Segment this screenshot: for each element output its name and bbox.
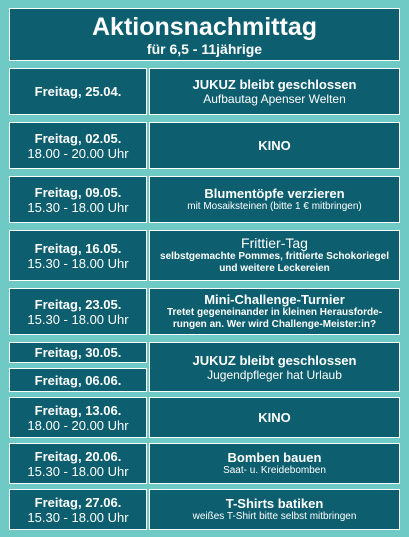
- event-title: JUKUZ bleibt geschlossen: [192, 352, 357, 368]
- date-label: Freitag, 06.06.: [34, 372, 122, 388]
- date-cell: [9, 176, 147, 223]
- event-description: weißes T-Shirt bitte selbst mitbringen: [192, 511, 357, 522]
- time-label: 15.30 - 18.00 Uhr: [27, 509, 129, 525]
- date-cell: [9, 230, 147, 281]
- event-title: Frittier-Tag: [241, 235, 308, 251]
- date-cell: [9, 443, 147, 484]
- event-description: Tretet gegeneinander in kleinen Herausforde-rungen an. Wer wird Challenge-Meister:in?: [166, 307, 383, 330]
- schedule-header: [9, 8, 400, 61]
- event-cell: [149, 230, 400, 281]
- event-cell: [149, 68, 400, 115]
- date-label: Freitag, 20.06.: [34, 448, 122, 464]
- page-title: Aktionsnachmittag: [91, 12, 318, 41]
- date-cell: [9, 368, 147, 392]
- date-label: Freitag, 27.06.: [34, 494, 122, 510]
- time-label: 15.30 - 18.00 Uhr: [27, 311, 129, 327]
- time-label: 18.00 - 20.00 Uhr: [27, 145, 129, 161]
- date-cell: [9, 342, 147, 363]
- time-label: 15.30 - 18.00 Uhr: [27, 463, 129, 479]
- time-label: 15.30 - 18.00 Uhr: [27, 199, 129, 215]
- event-title: Bomben bauen: [227, 450, 322, 465]
- date-cell: [9, 397, 147, 438]
- date-label: Freitag, 25.04.: [34, 84, 122, 99]
- event-title: Blumentöpfe verzieren: [204, 186, 345, 201]
- date-label: Freitag, 23.05.: [34, 296, 122, 312]
- time-label: 15.30 - 18.00 Uhr: [27, 255, 129, 271]
- date-label: Freitag, 13.06.: [34, 402, 122, 418]
- time-label: 18.00 - 20.00 Uhr: [27, 417, 129, 433]
- event-description: mit Mosaiksteinen (bitte 1 € mitbringen): [187, 201, 362, 212]
- event-cell: [149, 342, 400, 392]
- event-description: Jugendpfleger hat Urlaub: [207, 367, 342, 382]
- event-cell: [149, 288, 400, 335]
- date-label: Freitag, 16.05.: [34, 240, 122, 256]
- date-label: Freitag, 30.05.: [34, 345, 122, 360]
- date-cell: [9, 68, 147, 115]
- event-description: selbstgemachte Pommes, frittierte Schokoriegel und weitere Leckereien: [160, 251, 389, 274]
- date-cell: [9, 489, 147, 530]
- date-label: Freitag, 02.05.: [34, 130, 122, 146]
- event-title: T-Shirts batiken: [225, 496, 324, 511]
- event-cell: [149, 176, 400, 223]
- event-description: Saat- u. Kreidebomben: [223, 465, 326, 476]
- date-cell: [9, 288, 147, 335]
- event-cell: [149, 122, 400, 169]
- date-label: Freitag, 09.05.: [34, 184, 122, 200]
- event-description: Aufbautag Apenser Welten: [203, 92, 346, 106]
- event-title: KINO: [258, 138, 291, 153]
- page-subtitle: für 6,5 - 11jährige: [146, 40, 263, 57]
- event-title: KINO: [258, 410, 291, 425]
- event-cell: [149, 489, 400, 530]
- event-cell: [149, 443, 400, 484]
- event-title: Mini-Challenge-Turnier: [204, 292, 345, 307]
- event-cell: [149, 397, 400, 438]
- date-cell: [9, 122, 147, 169]
- event-title: JUKUZ bleibt geschlossen: [192, 77, 357, 92]
